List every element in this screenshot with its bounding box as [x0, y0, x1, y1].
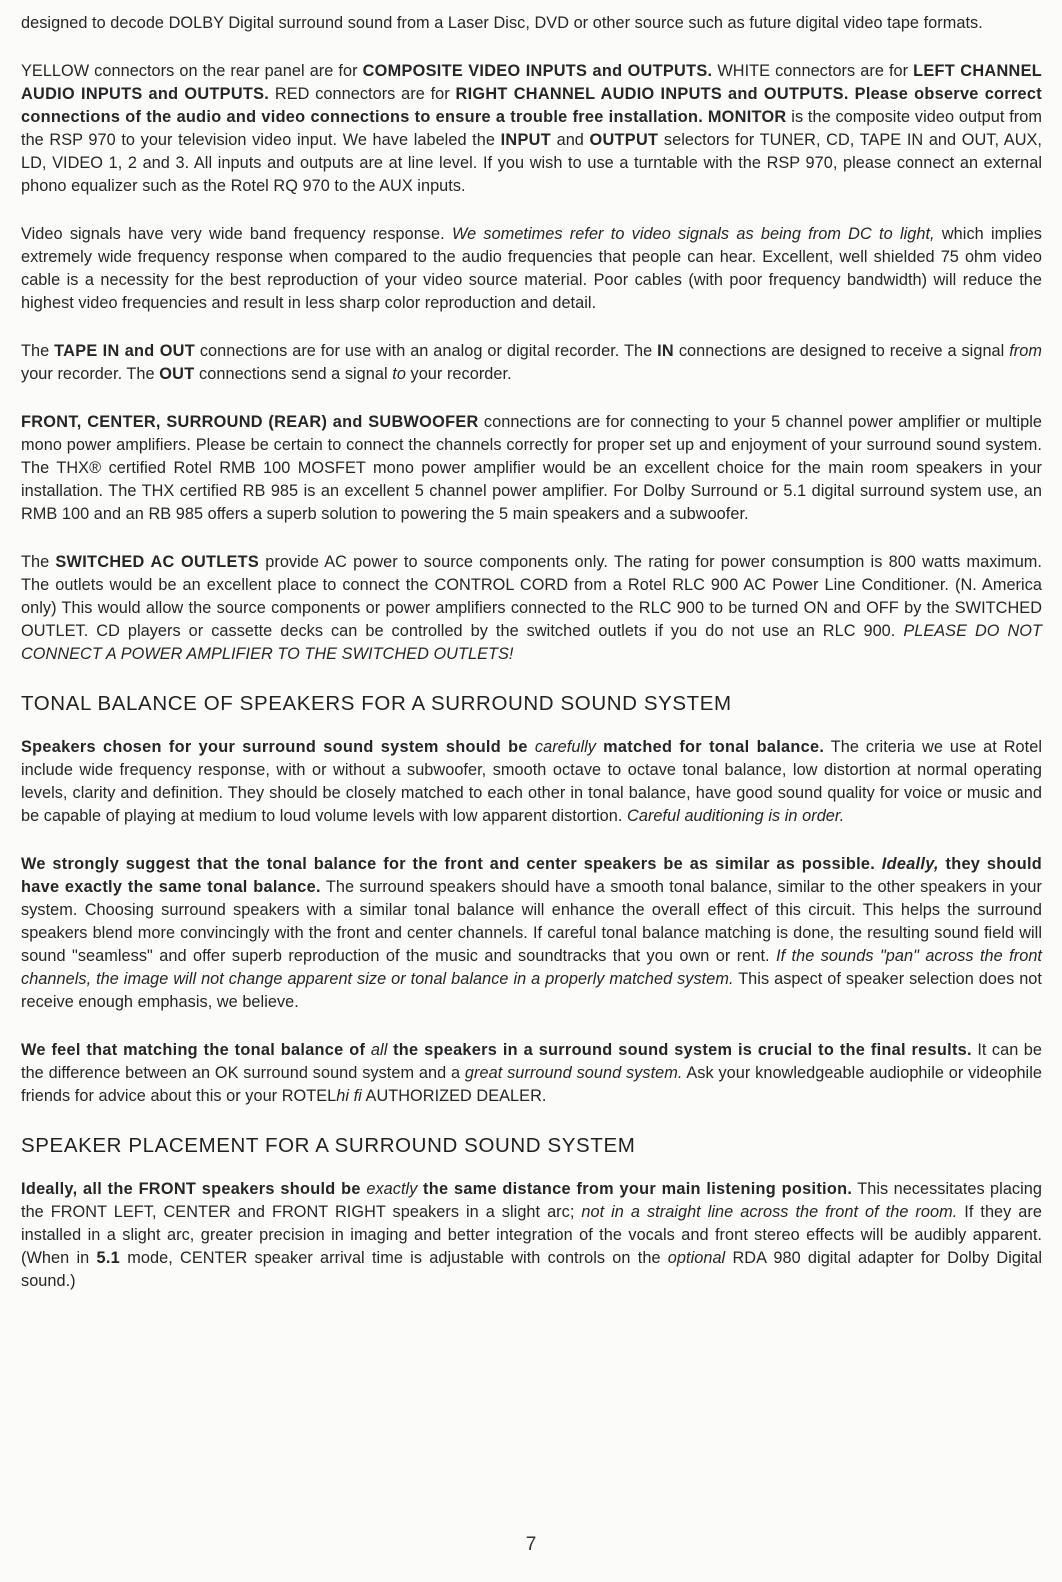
body-text: your recorder.	[405, 365, 512, 383]
emphasis-text: Ideally, all the FRONT speakers should be	[21, 1180, 367, 1198]
emphasis-text: they should have exactly the same tonal balance.	[21, 855, 1043, 896]
section-connections	[21, 12, 1042, 666]
heading-speaker-placement: SPEAKER PLACEMENT FOR A SURROUND SOUND SYSTEM	[21, 1134, 636, 1157]
emphasis-text: all	[370, 1041, 388, 1059]
emphasis-text: MONITOR	[707, 108, 787, 126]
emphasis-text: the same distance from your main listening position.	[417, 1180, 853, 1198]
body-text: designed to decode DOLBY Digital surround sound from a Laser Disc, DVD or other source such as future digital video tape formats.	[21, 14, 983, 32]
emphasis-text: PLEASE DO NOT CONNECT A POWER AMPLIFIER TO THE SWITCHED OUTLETS!	[21, 622, 1042, 663]
emphasis-text: We feel that matching the tonal balance of	[21, 1041, 371, 1059]
emphasis-text: IN	[657, 342, 674, 360]
emphasis-text: SWITCHED AC OUTLETS	[55, 553, 260, 571]
section-tonal-balance	[21, 736, 1042, 1108]
emphasis-text: COMPOSITE VIDEO INPUTS and OUTPUTS.	[362, 62, 713, 80]
paragraph-connectors	[21, 60, 1042, 198]
body-text: your recorder. The	[21, 365, 160, 383]
body-text: The	[21, 342, 55, 360]
body-text: AUTHORIZED DEALER.	[361, 1087, 547, 1105]
body-text: connections send a signal	[194, 365, 393, 383]
body-text: mode, CENTER speaker arrival time is adjustable with controls on the	[120, 1249, 668, 1267]
emphasis-text: FRONT, CENTER, SURROUND (REAR) and SUBWOOFER	[21, 413, 479, 431]
body-text: This necessitates placing the FRONT LEFT, CENTER and FRONT RIGHT speakers in a slight arc;	[21, 1180, 1042, 1221]
emphasis-text: carefully	[534, 738, 596, 756]
body-text: connections are for use with an analog or digital recorder. The	[194, 342, 658, 360]
emphasis-text: LEFT CHANNEL AUDIO INPUTS and OUTPUTS.	[21, 62, 1042, 103]
paragraph-dolby-intro	[21, 12, 1042, 35]
paragraph-switched-ac	[21, 551, 1042, 666]
body-text: The surround speakers should have a smooth tonal balance, similar to the other speakers in your system. Choosing surround speakers with a similar tonal balance will enhance the overall effect of this circuit. This helps the surround speakers blend more convincingly with the front and center channels. If careful tonal balance matching is done, the resulting sound field will sound "seamless" and offer superb reproduction of the music and soundtracks that you own or rent.	[21, 878, 1042, 965]
emphasis-text: OUT	[159, 365, 195, 383]
emphasis-text: TAPE IN and OUT	[54, 342, 195, 360]
emphasis-text: INPUT	[500, 131, 551, 149]
section-speaker-placement	[21, 1178, 1042, 1293]
body-text: The	[21, 553, 56, 571]
body-text: provide AC power to source components only. The rating for power consumption is 800 watts maximum. The outlets would be an excellent place to connect the CONTROL CORD from a Rotel RLC 900 AC Power Line Conditioner. (N. America only) This would allow the source components or power amplifiers connected to the RLC 900 to be turned ON and OFF by the SWITCHED OUTLET. CD players or cassette decks can be controlled by the switched outlets if you do not use an RLC 900.	[21, 553, 1042, 640]
body-text: It can be the difference between an OK surround sound system and a	[21, 1041, 1043, 1082]
emphasis-text: RIGHT CHANNEL AUDIO INPUTS and OUTPUTS. Please observe correct connections of the audio and video connections to ensure a trouble free installation.	[21, 85, 1042, 126]
paragraph-ideally-front	[21, 1178, 1042, 1293]
emphasis-text: 5.1	[96, 1249, 121, 1267]
body-text: WHITE connectors are for	[712, 62, 914, 80]
body-text: RDA 980 digital adapter for Dolby Digital sound.)	[21, 1249, 1042, 1290]
emphasis-text: to	[392, 365, 406, 383]
emphasis-text: Careful auditioning is in order.	[627, 807, 845, 825]
emphasis-text: from	[1009, 342, 1042, 360]
emphasis-text: Ideally,	[881, 855, 939, 873]
body-text: RED connectors are for	[269, 85, 456, 103]
paragraph-tape	[21, 340, 1042, 386]
body-text: connections are for connecting to your 5 channel power amplifier or multiple mono power amplifiers. Please be certain to connect the channels correctly for proper set up and enjoyment of your surround sound system. The THX® certified Rotel RMB 100 MOSFET mono power amplifier would be an excellent choice for the main room speakers in your installation. The THX certified RB 985 is an excellent 5 channel power amplifier. For Dolby Surround or 5.1 digital surround system use, an RMB 100 and an RB 985 offers a superb solution to powering the 5 main speakers and a subwoofer.	[21, 413, 1042, 523]
emphasis-text: exactly	[366, 1180, 418, 1198]
emphasis-text: hi fi	[336, 1087, 362, 1105]
body-text: and	[550, 131, 590, 149]
emphasis-text: OUTPUT	[589, 131, 659, 149]
emphasis-text: great surround sound system.	[464, 1064, 683, 1082]
body-text: The criteria we use at Rotel include wide frequency response, with or without a subwoofer, smooth octave to octave tonal balance, low distortion at normal operating levels, clarity and definition. They should be closely matched to each other in tonal balance, have good sound quality for voice or music and be capable of playing at medium to loud volume levels with low apparent distortion.	[21, 738, 1042, 825]
paragraph-feel-matching	[21, 1039, 1042, 1108]
emphasis-text: matched for tonal balance.	[595, 738, 825, 756]
heading-tonal-balance: TONAL BALANCE OF SPEAKERS FOR A SURROUND SOUND SYSTEM	[21, 692, 732, 715]
emphasis-text: If the sounds "pan" across the front channels, the image will not change apparent size or tonal balance in a properly matched system.	[21, 947, 1042, 988]
body-text: Ask your knowledgeable audiophile or videophile friends for advice about this or your ROTEL	[21, 1064, 1042, 1105]
emphasis-text: the speakers in a surround sound system is crucial to the final results.	[387, 1041, 972, 1059]
page-number: 7	[525, 1534, 537, 1555]
paragraph-strongly-suggest	[21, 853, 1042, 1014]
paragraph-speakers-chosen	[21, 736, 1042, 828]
paragraph-video-signals	[21, 223, 1042, 315]
body-text: YELLOW connectors on the rear panel are for	[21, 62, 363, 80]
body-text: If they are installed in a slight arc, greater precision in imaging and better integration of the vocals and front stereo effects will be audibly apparent. (When in	[21, 1203, 1042, 1267]
body-text: which implies extremely wide frequency response when compared to the audio frequencies that people can hear. Excellent, well shielded 75 ohm video cable is a necessity for the best reproduction of your video source material. Poor cables (with poor frequency bandwidth) will reduce the highest video frequencies and result in less sharp color reproduction and detail.	[21, 225, 1042, 312]
body-text: selectors for TUNER, CD, TAPE IN and OUT, AUX, LD, VIDEO 1, 2 and 3. All inputs and outputs are at line level. If you wish to use a turntable with the RSP 970, please connect an external phono equalizer such as the Rotel RQ 970 to the AUX inputs.	[21, 131, 1042, 195]
body-text: is the composite video output from the RSP 970 to your television video input. We have labeled the	[21, 108, 1042, 149]
body-text: connections are designed to receive a signal	[673, 342, 1010, 360]
emphasis-text: Speakers chosen for your surround sound system should be	[21, 738, 535, 756]
emphasis-text: We sometimes refer to video signals as being from DC to light,	[451, 225, 935, 243]
body-text: Video signals have very wide band frequency response.	[21, 225, 452, 243]
emphasis-text: We strongly suggest that the tonal balance for the front and center speakers be as similar as possible.	[21, 855, 882, 873]
emphasis-text: optional	[667, 1249, 726, 1267]
paragraph-front-center	[21, 411, 1042, 526]
body-text: This aspect of speaker selection does not receive enough emphasis, we believe.	[21, 970, 1042, 1011]
emphasis-text: not in a straight line across the front of the room.	[581, 1203, 958, 1221]
